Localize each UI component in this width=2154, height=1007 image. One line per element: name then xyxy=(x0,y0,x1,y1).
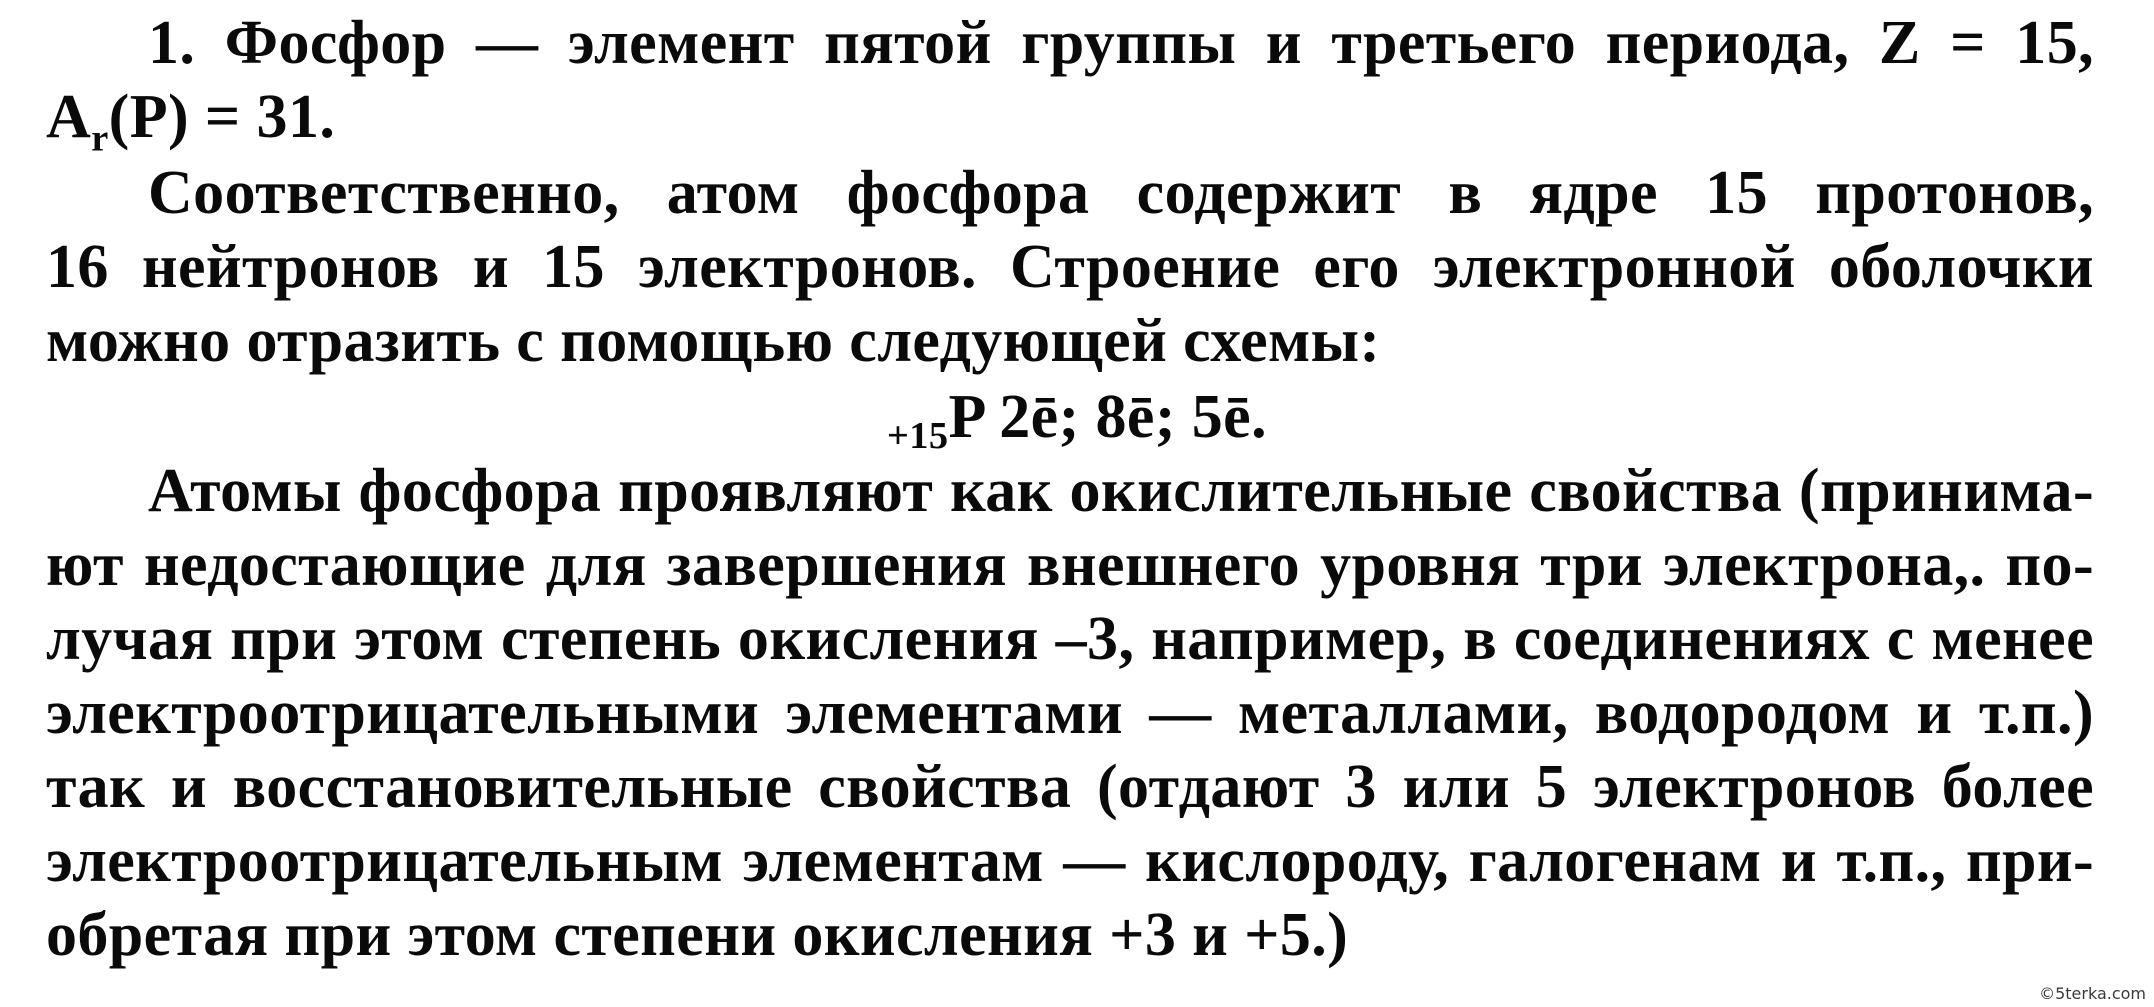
paragraph-3-line-5: так и восстановительные свойства (отдают 3 или 5 электронов более xyxy=(46,753,2094,821)
paragraph-3-line-3: лучая при этом степень окисления –3, например, в соединениях с менее xyxy=(46,605,2094,673)
paragraph-2-line-2: 16 нейтронов и 15 электронов. Строение его электронной оболочки xyxy=(46,233,2094,301)
atomic-mass-symbol: A xyxy=(46,83,92,151)
paragraph-3-line-2: ют недостающие для завершения внешнего уровня три электрона,. по- xyxy=(46,531,2094,599)
atomic-mass-value: (P) = 31. xyxy=(108,83,336,151)
paragraph-1-line-1: 1. Фосфор — элемент пятой группы и третьего периода, Z = 15, xyxy=(148,9,2094,77)
paragraph-1-line-2 xyxy=(46,80,336,160)
paragraph-3-line-6: электроотрицательным элементам — кислороду, галогенам и т.п., при- xyxy=(46,827,2094,895)
electron-formula xyxy=(0,380,2154,462)
paragraph-3-line-4: электроотрицательными элементами — металлами, водородом и т.п.) xyxy=(46,679,2094,747)
site-watermark: ©5terka.com xyxy=(2039,984,2146,1003)
paragraph-2-line-1: Соответственно, атом фосфора содержит в ядре 15 протонов, xyxy=(148,159,2094,227)
paragraph-3-line-7: обретая при этом степени окисления +3 и +5.) xyxy=(46,901,1349,969)
electron-configuration: P 2ē; 8ē; 5ē. xyxy=(948,383,1267,451)
atomic-mass-subscript: r xyxy=(91,117,109,160)
nuclear-charge: +15 xyxy=(886,414,949,457)
paragraph-3-line-1: Атомы фосфора проявляют как окислительные свойства (принима- xyxy=(148,457,2094,525)
paragraph-2-line-3: можно отразить с помощью следующей схемы: xyxy=(46,307,1381,375)
